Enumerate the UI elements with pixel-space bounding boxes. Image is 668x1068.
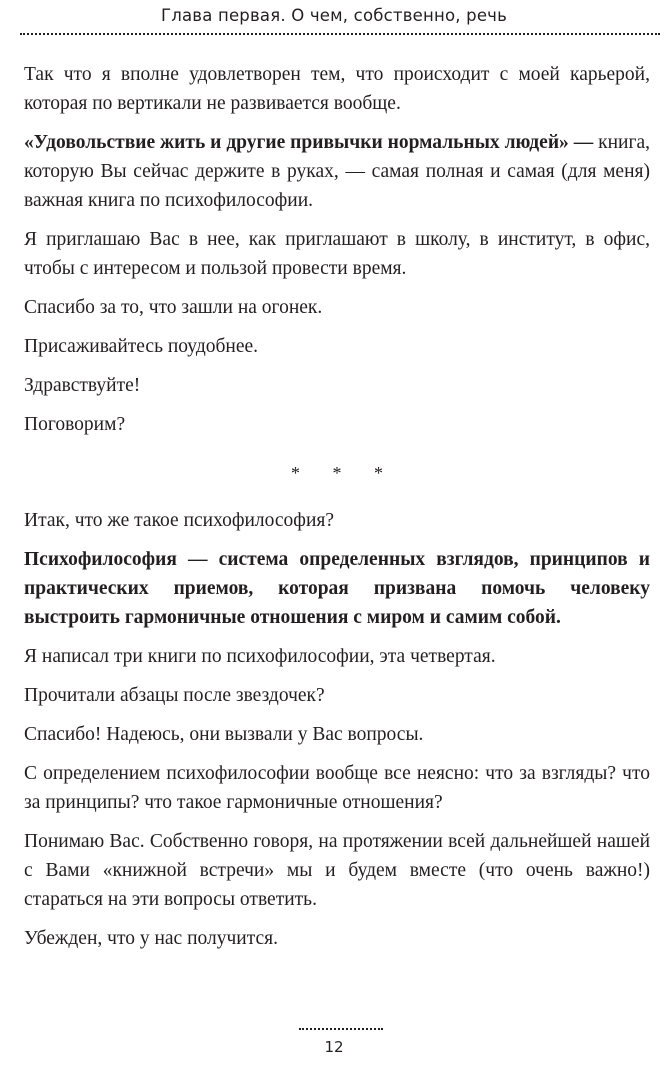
paragraph-career: Так что я вполне удовлетворен тем, что происходит с моей карьерой, которая по вертикали не развивается вообще. (24, 64, 650, 114)
paragraph-definition: Психофилософия — система определенных взглядов, принципов и практических приемов, которая призвана помочь человеку выстроить гармоничные отношения с миром и самим собой. (24, 549, 650, 628)
running-head-title: Глава первая. О чем, собственно, речь (160, 6, 508, 25)
paragraph-read-question: Прочитали абзацы после звездочек? (24, 685, 325, 706)
paragraph-sit-down: Присаживайтесь поудобнее. (24, 336, 259, 357)
paragraph-three-books: Я написал три книги по психофилософии, эта четвертая. (24, 646, 496, 667)
paragraph-hello: Здравствуйте! (24, 375, 141, 396)
paragraph-lets-talk: Поговорим? (24, 414, 126, 435)
page-body (24, 60, 650, 963)
paragraph-invitation: Я приглашаю Вас в нее, как приглашают в школу, в институт, в офис, чтобы с интересом и пользой провести время. (24, 229, 650, 279)
paragraph-unclear: С определением психофилософии вообще все неясно: что за взгляды? что за принципы? что такое гармоничные отношения? (24, 763, 650, 813)
footer-dotted-rule (299, 1028, 383, 1030)
paragraph-hope: Спасибо! Надеюсь, они вызвали у Вас вопросы. (24, 724, 424, 745)
page-number: 12 (324, 1038, 344, 1056)
paragraph-convinced: Убежден, что у нас получится. (24, 928, 278, 949)
book-intro-text: книга, которую Вы сейчас держите в руках, — самая полная и самая (для меня) важная книга по психофилософии. (24, 132, 650, 211)
paragraph-thanks: Спасибо за то, что зашли на огонек. (24, 297, 323, 318)
asterisk-separator: * * * (291, 463, 397, 483)
header-dotted-rule (20, 33, 660, 35)
paragraph-question: Итак, что же такое психофилософия? (24, 510, 335, 531)
paragraph-understand: Понимаю Вас. Собственно говоря, на протяжении всей дальнейшей нашей с Вами «книжной встречи» мы и будем вместе (что очень важно!) стараться на эти вопросы ответить. (24, 831, 650, 910)
paragraph-book-intro (24, 128, 650, 215)
book-title-bold: «Удовольствие жить и другие привычки нормальных людей» — (24, 132, 594, 153)
